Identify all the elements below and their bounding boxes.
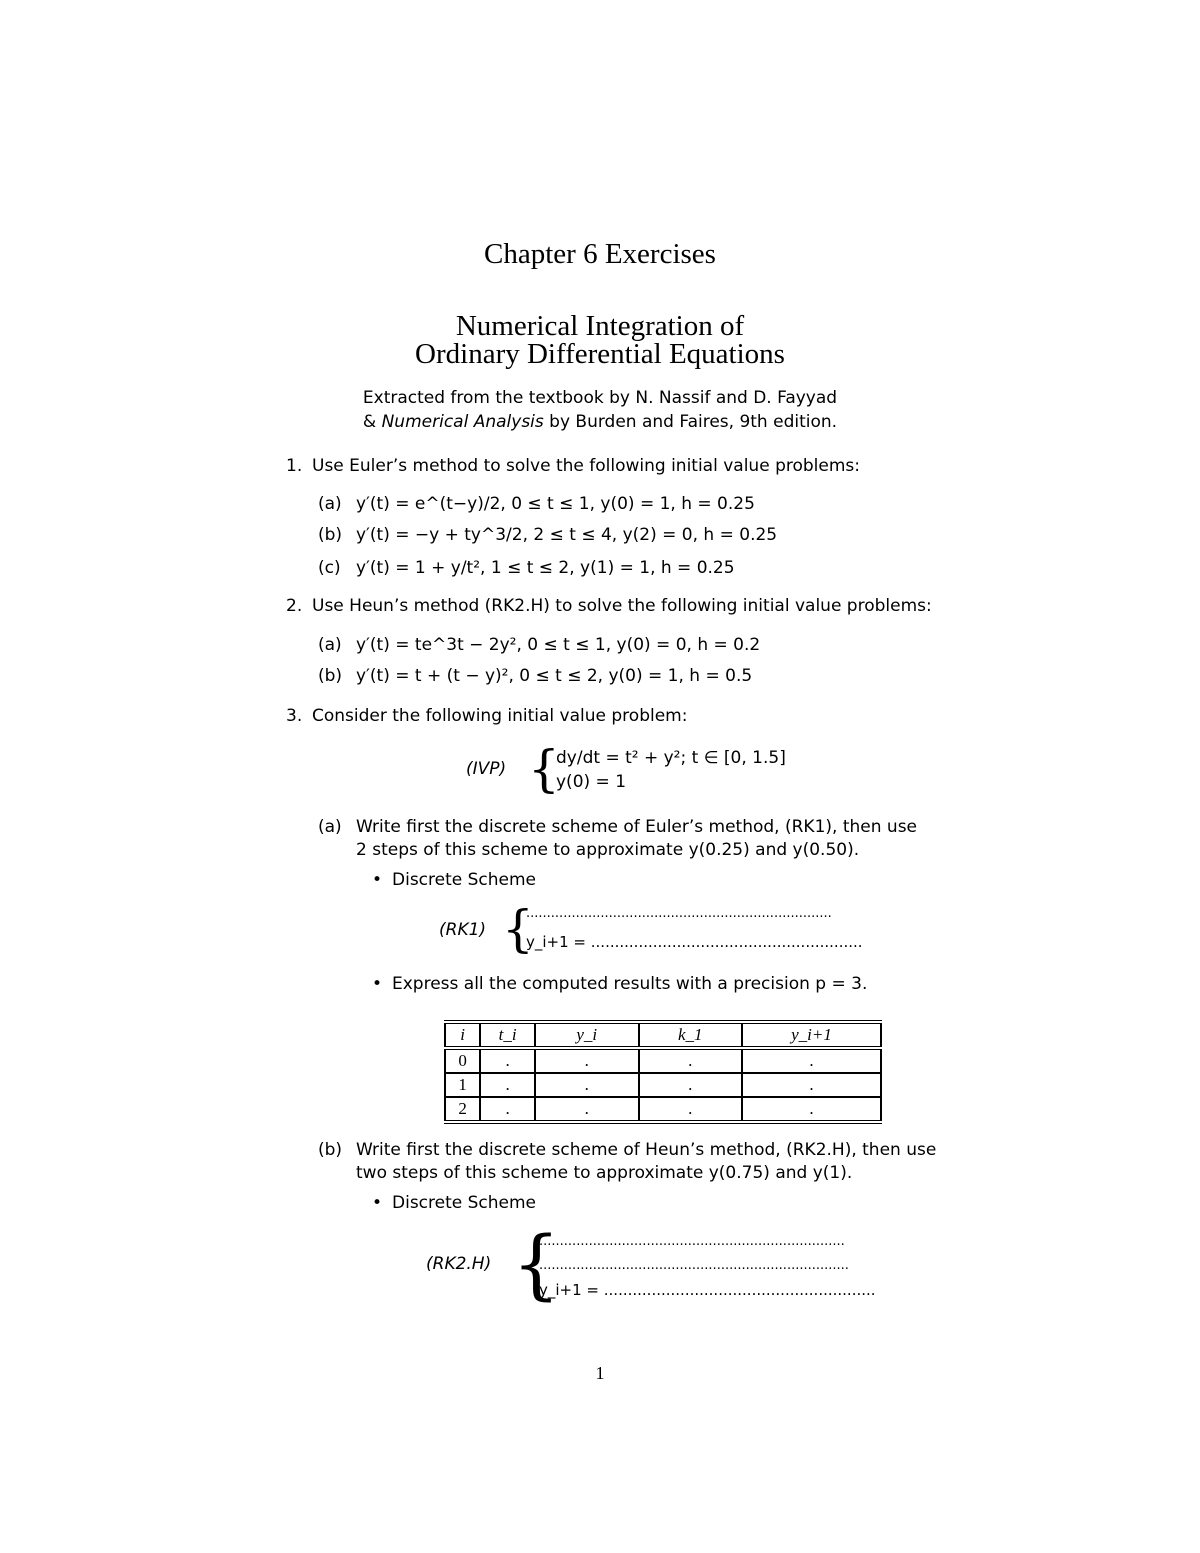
table-cell: .	[480, 1073, 535, 1097]
exercise-1-number: 1.	[286, 456, 303, 476]
ex2-part-a-label: (a)	[318, 635, 342, 655]
rk2h-brace: {	[512, 1219, 561, 1308]
rk1-line2: y_i+1 = .........................................................	[526, 933, 863, 951]
part-a-bullet2: Express all the computed results with a precision p = 3.	[392, 974, 868, 994]
table-cell: .	[535, 1097, 638, 1122]
bullet-icon: •	[372, 974, 383, 994]
ivp-label: (IVP)	[466, 759, 507, 779]
ex2-part-a-equation: y′(t) = te^3t − 2y², 0 ≤ t ≤ 1, y(0) = 0, h = 0.2	[356, 635, 761, 655]
table-cell: .	[742, 1048, 881, 1073]
exercise-2-text: Use Heun’s method (RK2.H) to solve the following initial value problems:	[312, 596, 932, 616]
subtitle-line1: Numerical Integration of	[455, 310, 745, 342]
part-a-bullet1: Discrete Scheme	[392, 870, 537, 890]
table-cell: .	[480, 1097, 535, 1122]
ivp-brace: {	[528, 740, 560, 798]
ex3-part-a-text-line2: 2 steps of this scheme to approximate y(0.25) and y(0.50).	[356, 840, 860, 860]
rk1-brace: {	[502, 900, 534, 958]
exercise-1-text: Use Euler’s method to solve the following initial value problems:	[312, 456, 860, 476]
ex2-part-b-label: (b)	[318, 666, 343, 686]
ivp-line1: dy/dt = t² + y²; t ∈ [0, 1.5]	[556, 748, 786, 768]
table-cell: .	[742, 1097, 881, 1122]
table-cell: .	[639, 1048, 743, 1073]
exercise-3-text: Consider the following initial value problem:	[312, 706, 688, 726]
ivp-line2: y(0) = 1	[556, 772, 627, 792]
table-cell: .	[535, 1073, 638, 1097]
table-cell: .	[639, 1073, 743, 1097]
ex1-part-b-equation: y′(t) = −y + ty^3/2, 2 ≤ t ≤ 4, y(2) = 0, h = 0.25	[356, 525, 778, 545]
ex2-part-b-equation: y′(t) = t + (t − y)², 0 ≤ t ≤ 2, y(0) = 1, h = 0.5	[356, 666, 753, 686]
table-cell: 2	[445, 1097, 480, 1122]
table-cell: .	[742, 1073, 881, 1097]
ex1-part-a-label: (a)	[318, 494, 342, 514]
ex1-part-b-label: (b)	[318, 525, 343, 545]
table-cell: .	[639, 1097, 743, 1122]
ex3-part-b-text-line1: Write first the discrete scheme of Heun’s method, (RK2.H), then use	[356, 1140, 937, 1160]
source-line1: Extracted from the textbook by N. Nassif and D. Fayyad	[362, 388, 838, 408]
ex3-part-a-label: (a)	[318, 817, 342, 837]
table-cell: .	[480, 1048, 535, 1073]
table-row	[445, 1073, 881, 1097]
header-i: i	[445, 1022, 480, 1048]
page-number: 1	[595, 1363, 605, 1383]
ex1-part-a-equation: y′(t) = e^(t−y)/2, 0 ≤ t ≤ 1, y(0) = 1, h = 0.25	[356, 494, 755, 514]
subtitle-line2: Ordinary Differential Equations	[415, 338, 785, 370]
exercise-3-number: 3.	[286, 706, 303, 726]
chapter-title: Chapter 6 Exercises	[484, 238, 716, 270]
header-ti: t_i	[480, 1022, 535, 1048]
table-cell: 0	[445, 1048, 480, 1073]
rk2h-line2: ...........................................................................	[539, 1258, 849, 1273]
bullet-icon: •	[372, 1193, 383, 1213]
header-k1: k_1	[639, 1022, 743, 1048]
part-b-bullet1: Discrete Scheme	[392, 1193, 537, 1213]
bullet-icon: •	[372, 870, 383, 890]
rk2h-label: (RK2.H)	[426, 1254, 492, 1274]
ex3-part-a-text-line1: Write first the discrete scheme of Euler’s method, (RK1), then use	[356, 817, 918, 837]
header-yi1: y_i+1	[742, 1022, 881, 1048]
table-row	[445, 1048, 881, 1073]
ex3-part-b-label: (b)	[318, 1140, 343, 1160]
results-table	[444, 1020, 882, 1124]
ex1-part-c-label: (c)	[318, 558, 341, 578]
rk1-label: (RK1)	[439, 920, 487, 940]
book-title: Numerical Analysis	[381, 412, 544, 432]
table-header-row	[445, 1022, 881, 1048]
exercise-2-number: 2.	[286, 596, 303, 616]
source-line2: & Numerical Analysis by Burden and Faires, 9th edition.	[362, 412, 838, 432]
ex3-part-b-text-line2: two steps of this scheme to approximate y(0.75) and y(1).	[356, 1163, 853, 1183]
rk2h-line1: ..........................................................................	[539, 1234, 845, 1249]
rk2h-line3: y_i+1 = .........................................................	[539, 1281, 876, 1299]
table-cell: .	[535, 1048, 638, 1073]
rk1-line1: ..........................................................................	[526, 906, 832, 921]
ex1-part-c-equation: y′(t) = 1 + y/t², 1 ≤ t ≤ 2, y(1) = 1, h = 0.25	[356, 558, 735, 578]
table-cell: 1	[445, 1073, 480, 1097]
table-row	[445, 1097, 881, 1122]
header-yi: y_i	[535, 1022, 638, 1048]
